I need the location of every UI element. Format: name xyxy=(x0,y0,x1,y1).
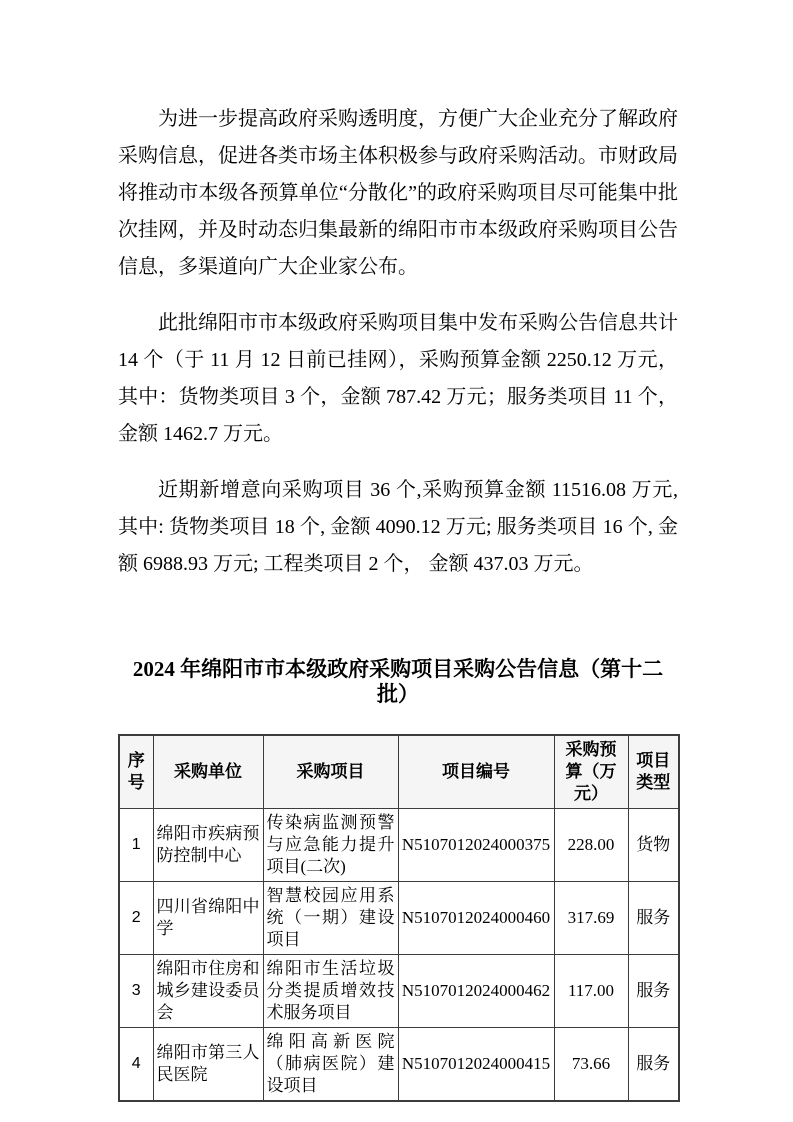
table-cell: 传染病监测预警与应急能力提升项目(二次) xyxy=(263,809,398,882)
table-cell: N5107012024000462 xyxy=(398,955,554,1028)
paragraph-batch-summary: 此批绵阳市市本级政府采购项目集中发布采购公告信息共计 14 个（于 11 月 12 日前已挂网），采购预算金额 2250.12 万元，其中：货物类项目 3 个，金额 787.42 万元；服务类项目 11 个，金额 1462.7 万元。 xyxy=(118,312,678,445)
table-cell: 4 xyxy=(119,1028,153,1102)
table-row xyxy=(119,1028,679,1102)
table-cell: 服务 xyxy=(628,882,679,955)
col-header-purchasing-unit: 采购单位 xyxy=(153,735,263,809)
table-cell: 73.66 xyxy=(554,1028,628,1102)
document-content xyxy=(118,0,678,1102)
col-header-index: 序号 xyxy=(119,735,153,809)
table-cell: 智慧校园应用系统（一期）建设项目 xyxy=(263,882,398,955)
col-header-budget: 采购预算（万元） xyxy=(554,735,628,809)
table-row xyxy=(119,809,679,882)
table-cell: 绵阳市疾病预防控制中心 xyxy=(153,809,263,882)
procurement-table xyxy=(118,734,680,1102)
table-cell: 绵阳高新医院（肺病医院）建设项目 xyxy=(263,1028,398,1102)
procurement-table-body xyxy=(119,809,679,1102)
col-header-project-number: 项目编号 xyxy=(398,735,554,809)
table-cell: 绵阳市住房和城乡建设委员会 xyxy=(153,955,263,1028)
paragraph-intro: 为进一步提高政府采购透明度，方便广大企业充分了解政府采购信息，促进各类市场主体积极参与政府采购活动。市财政局将推动市本级各预算单位“分散化”的政府采购项目尽可能集中批次挂网，并及时动态归集最新的绵阳市市本级政府采购项目公告信息，多渠道向广大企业家公布。 xyxy=(118,108,678,278)
table-cell: 117.00 xyxy=(554,955,628,1028)
table-cell: 货物 xyxy=(628,809,679,882)
table-cell: N5107012024000415 xyxy=(398,1028,554,1102)
table-cell: N5107012024000375 xyxy=(398,809,554,882)
table-cell: 绵阳市生活垃圾分类提质增效技术服务项目 xyxy=(263,955,398,1028)
table-cell: 317.69 xyxy=(554,882,628,955)
col-header-project-type: 项目类型 xyxy=(628,735,679,809)
table-cell: 四川省绵阳中学 xyxy=(153,882,263,955)
paragraph-new-intentions: 近期新增意向采购项目 36 个,采购预算金额 11516.08 万元,其中: 货物类项目 18 个, 金额 4090.12 万元; 服务类项目 16 个, 金额 6988.93 万元; 工程类项目 2 个， 金额 437.03 万元。 xyxy=(118,479,678,575)
header-row xyxy=(119,735,679,809)
table-row xyxy=(119,882,679,955)
table-cell: 2 xyxy=(119,882,153,955)
table-cell: 3 xyxy=(119,955,153,1028)
table-cell: 服务 xyxy=(628,1028,679,1102)
col-header-project-name: 采购项目 xyxy=(263,735,398,809)
table-title: 2024 年绵阳市市本级政府采购项目采购公告信息（第十二批） xyxy=(132,657,664,706)
table-cell: 服务 xyxy=(628,955,679,1028)
table-cell: 绵阳市第三人民医院 xyxy=(153,1028,263,1102)
table-cell: 228.00 xyxy=(554,809,628,882)
table-row xyxy=(119,955,679,1028)
table-cell: 1 xyxy=(119,809,153,882)
table-cell: N5107012024000460 xyxy=(398,882,554,955)
procurement-table-header xyxy=(119,735,679,809)
